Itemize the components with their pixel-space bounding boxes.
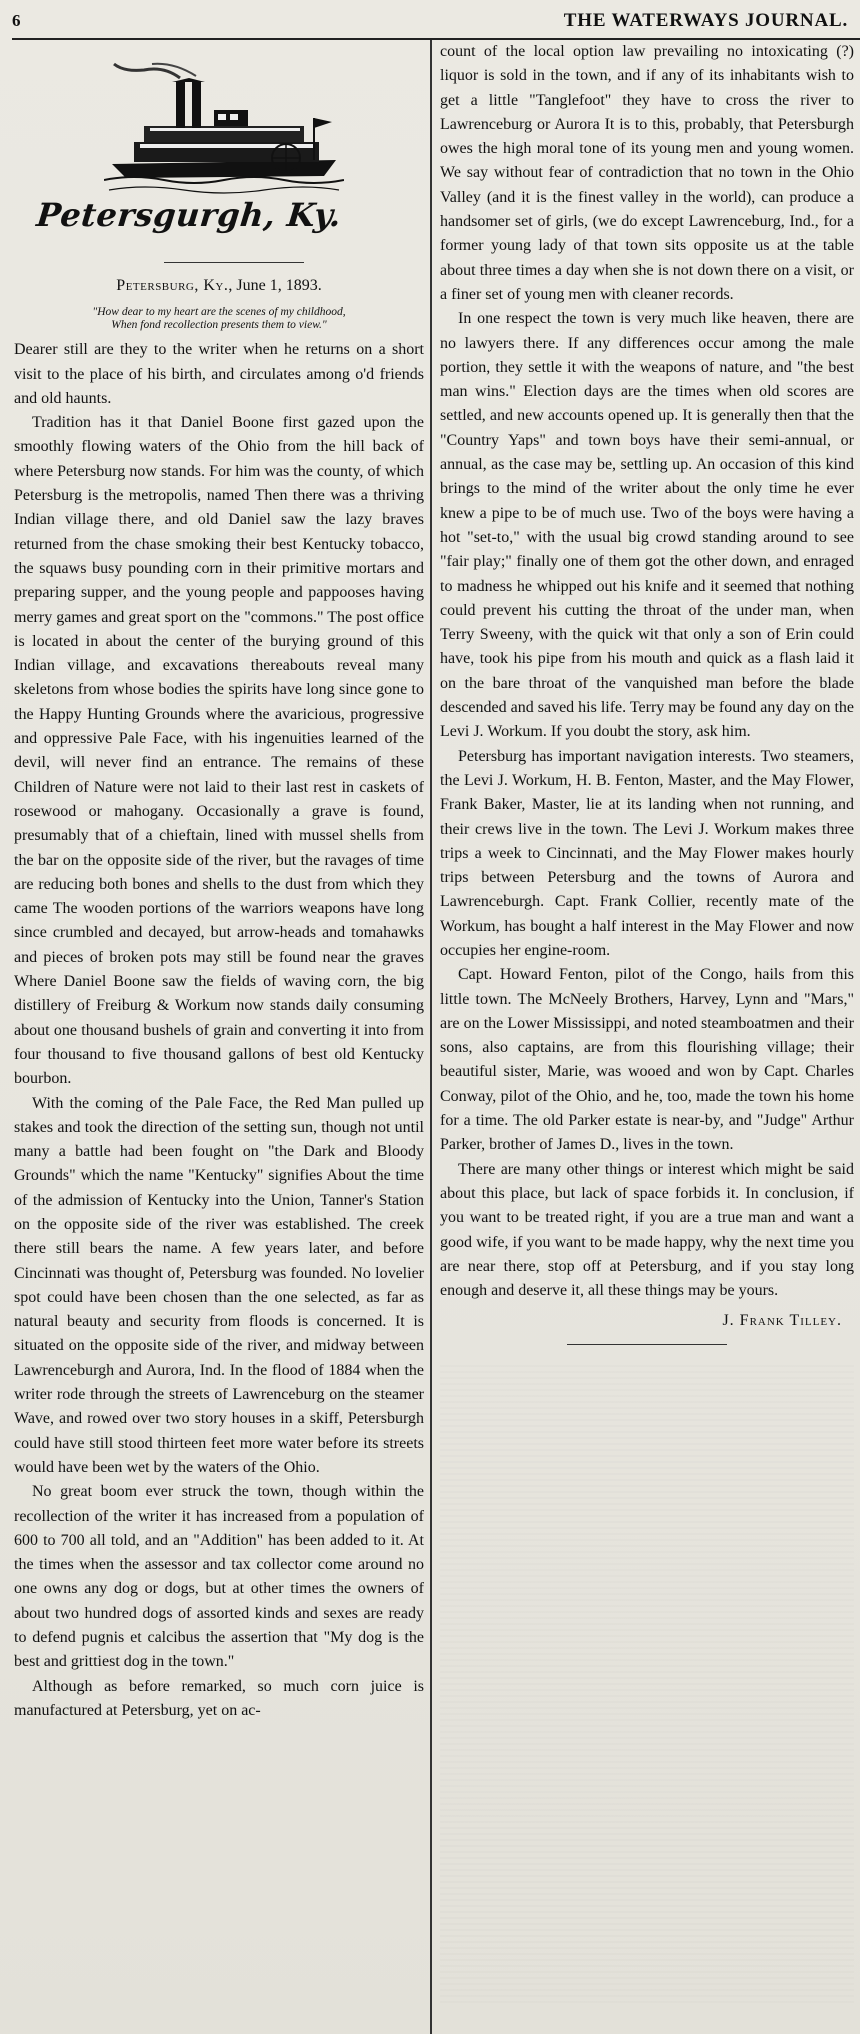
article-masthead	[14, 40, 424, 260]
paragraph: Tradition has it that Daniel Boone first gazed upon the smoothly flowing waters of the Ohio from the hill back of where Petersburg now stands. For him was the county, of which Petersburg is the metropolis, named Then there was a thriving Indian village there, and old Daniel saw the lazy braves returned from the chase smoking their best Kentucky tobacco, the squaws busy pounding corn in their primitive mortars and preparing supper, and the young people and pappooses having merry games and great sport on the "commons." The post office is located in about the center of the burying ground of this Indian village, and excavations thereabouts reveal many skeletons from whose bodies the spirits have long since gone to the Happy Hunting Grounds where the avaricious, progressive and oppressive Pale Face, with his ingenuities learned of the devil, will never find an entrance. The remains of these Children of Nature were not laid to their last rest in caskets of rosewood or mahogany. Occasionally a grave is found, presumably that of a chieftain, lined with mussel shells from the bar on the opposite side of the river, but the ravages of time are reducing both bones and shells to the dust from which they came The wooden portions of the warriors weapons have long since crumbled and decayed, but arrow-heads and tomahawks and pieces of broken pots may still be found near the graves Where Daniel Boone saw the fields of waving corn, the big distillery of Freiburg & Workum now stands daily consuming about one thousand bushels of grain and converting it into from four thousand to five thousand gallons of best old Kentucky bourbon.	[14, 414, 424, 1088]
paragraph: In one respect the town is very much like heaven, there are no lawyers there. If any differences occur among the male portion, they settle it with the weapons of nature, and "the best man wins." Election days are the times when old scores are settled, and new accounts opened up. It is generally then that the "Country Yaps" and town boys have their semi-annual, or annual, as the case may be, settling up. An occasion of this kind brings to the mind of the writer about the only time he ever knew a pipe to be of much use. Two of the boys were having a hot "set-to," with the usual big crowd standing around to see "fair play;" finally one of them got the other down, and enraged to madness he whipped out his knife and it seemed that nothing could prevent his cutting the throat of the under man, when Terry Sweeny, with the quick wit that only a son of Erin could have, took his pipe from his mouth and quick as a flash laid it on the bare throat of the vanquished man before the blade descended and saved his life. Terry may be found any day on the Levi J. Workum. If you doubt the story, ask him.	[440, 310, 855, 741]
paragraph: Petersburg has important navigation interests. Two steamers, the Levi J. Workum, H. B. Fenton, Master, and the May Flower, Frank Baker, Master, lie at its landing when not running, and their crews live in the town. The Levi J. Workum makes three trips a week to Cincinnati, and the May Flower makes hourly trips between Petersburg and the towns of Aurora and Lawrenceburgh. Capt. Frank Collier, recently mate of the Workum, has bought a half interest in the May Flower and now occupies her engine-room.	[440, 747, 854, 959]
page-number: 6	[12, 11, 21, 30]
epigraph-line: "How dear to my heart are the scenes of my childhood,	[92, 306, 346, 319]
epigraph-line: When fond recollection presents them to view."	[111, 319, 327, 332]
paragraph: Capt. Howard Fenton, pilot of the Congo, hails from this little town. The McNeely Brothers, Harvey, Lynn and "Mars," are on the Lower Mississippi, and noted steamboatmen and their sons, also captains, are from this flourishing village; their beautiful sister, Marie, was wooed and won by Capt. Charles Conway, pilot of the Ohio, and he, too, made the town his home for a time. The old Parker estate is near-by, and "Judge" Arthur Parker, brother of James D., lives in the town.	[440, 966, 854, 1154]
paragraph: No great boom ever struck the town, though within the recollection of the writer it has increased from a population of 600 to 700 all told, and an "Addition" has been added to it. At the times when the assessor and tax collector come around no one owns any dog or dogs, but at other times the owners of about two hundred dogs of assorted kinds and sexes are ready to defend pugnis et calcibus the assertion that "My dog is the best and grittiest dog in the town."	[14, 1483, 424, 1671]
journal-title: THE WATERWAYS JOURNAL.	[563, 10, 848, 31]
blank-area	[440, 1365, 854, 2005]
masthead-title: Petersgurgh, Ky.	[34, 196, 344, 234]
left-column	[14, 40, 424, 1723]
steamboat-icon	[104, 60, 344, 200]
dateline-date: , June 1, 1893.	[228, 277, 322, 294]
right-column	[440, 40, 854, 2005]
paragraph: There are many other things or interest which might be said about this place, but lack of space forbids it. In conclusion, if you want to be treated right, if you are a true man and want a good wife, if you want to be made happy, why the next time you are near there, stop off at Petersburg, and if you stay long enough and deserve it, all these things may be yours.	[440, 1160, 854, 1300]
paragraph: count of the local option law prevailing no intoxicating (?) liquor is sold in the town, and if any of its inhabitants wish to get a little "Tanglefoot" they have to cross the river to Lawrenceburg or Aurora It is to this, probably, that Petersburgh owes the high moral tone of its young men and young women. We say without fear of contradiction that no town in the Ohio Valley (and it is the finest valley in the world), can produce a handsomer set of girls, (we do except Lawrenceburg, Ind., for a former young lady of that town sits opposite us at the table about three times a day when she is not down there on a visit, or a finer set of young men with cleaner records.	[440, 43, 854, 303]
paragraph: Although as before remarked, so much corn juice is manufactured at Petersburg, yet on ac-	[14, 1677, 424, 1719]
masthead-rule	[164, 262, 304, 263]
dateline-place: Petersburg, Ky.	[116, 277, 229, 294]
paragraph: Dearer still are they to the writer when he returns on a short visit to the place of his birth, and circulates among o'd friends and old haunts.	[14, 341, 424, 407]
column-divider	[430, 40, 432, 2034]
epigraph	[14, 306, 424, 332]
paragraph: With the coming of the Pale Face, the Red Man pulled up stakes and took the direction of the setting sun, though not until many a battle had been fought on "the Dark and Bloody Grounds" which the name "Kentucky" signifies About the time of the admission of Kentucky into the Union, Tanner's Station on the opposite side of the river was established. The creek there still bears the name. A few years later, and before Cincinnati was thought of, Petersburg was founded. No lovelier spot could have been chosen than the one selected, as far as natural beauty and security from floods is concerned. It is situated on the opposite side of the river, and midway between Lawrenceburgh and Aurora, Ind. In the flood of 1884 when the writer rode through the streets of Lawrenceburg on the steamer Wave, and rowed over two story houses in a skiff, Petersburgh could have still stood thirteen feet more water before its streets would have been wet by the waters of the Ohio.	[14, 1094, 424, 1476]
signature-rule	[567, 1344, 727, 1345]
dateline	[14, 274, 424, 298]
author-signature: J. Frank Tilley.	[722, 1312, 842, 1330]
running-head	[12, 8, 848, 34]
